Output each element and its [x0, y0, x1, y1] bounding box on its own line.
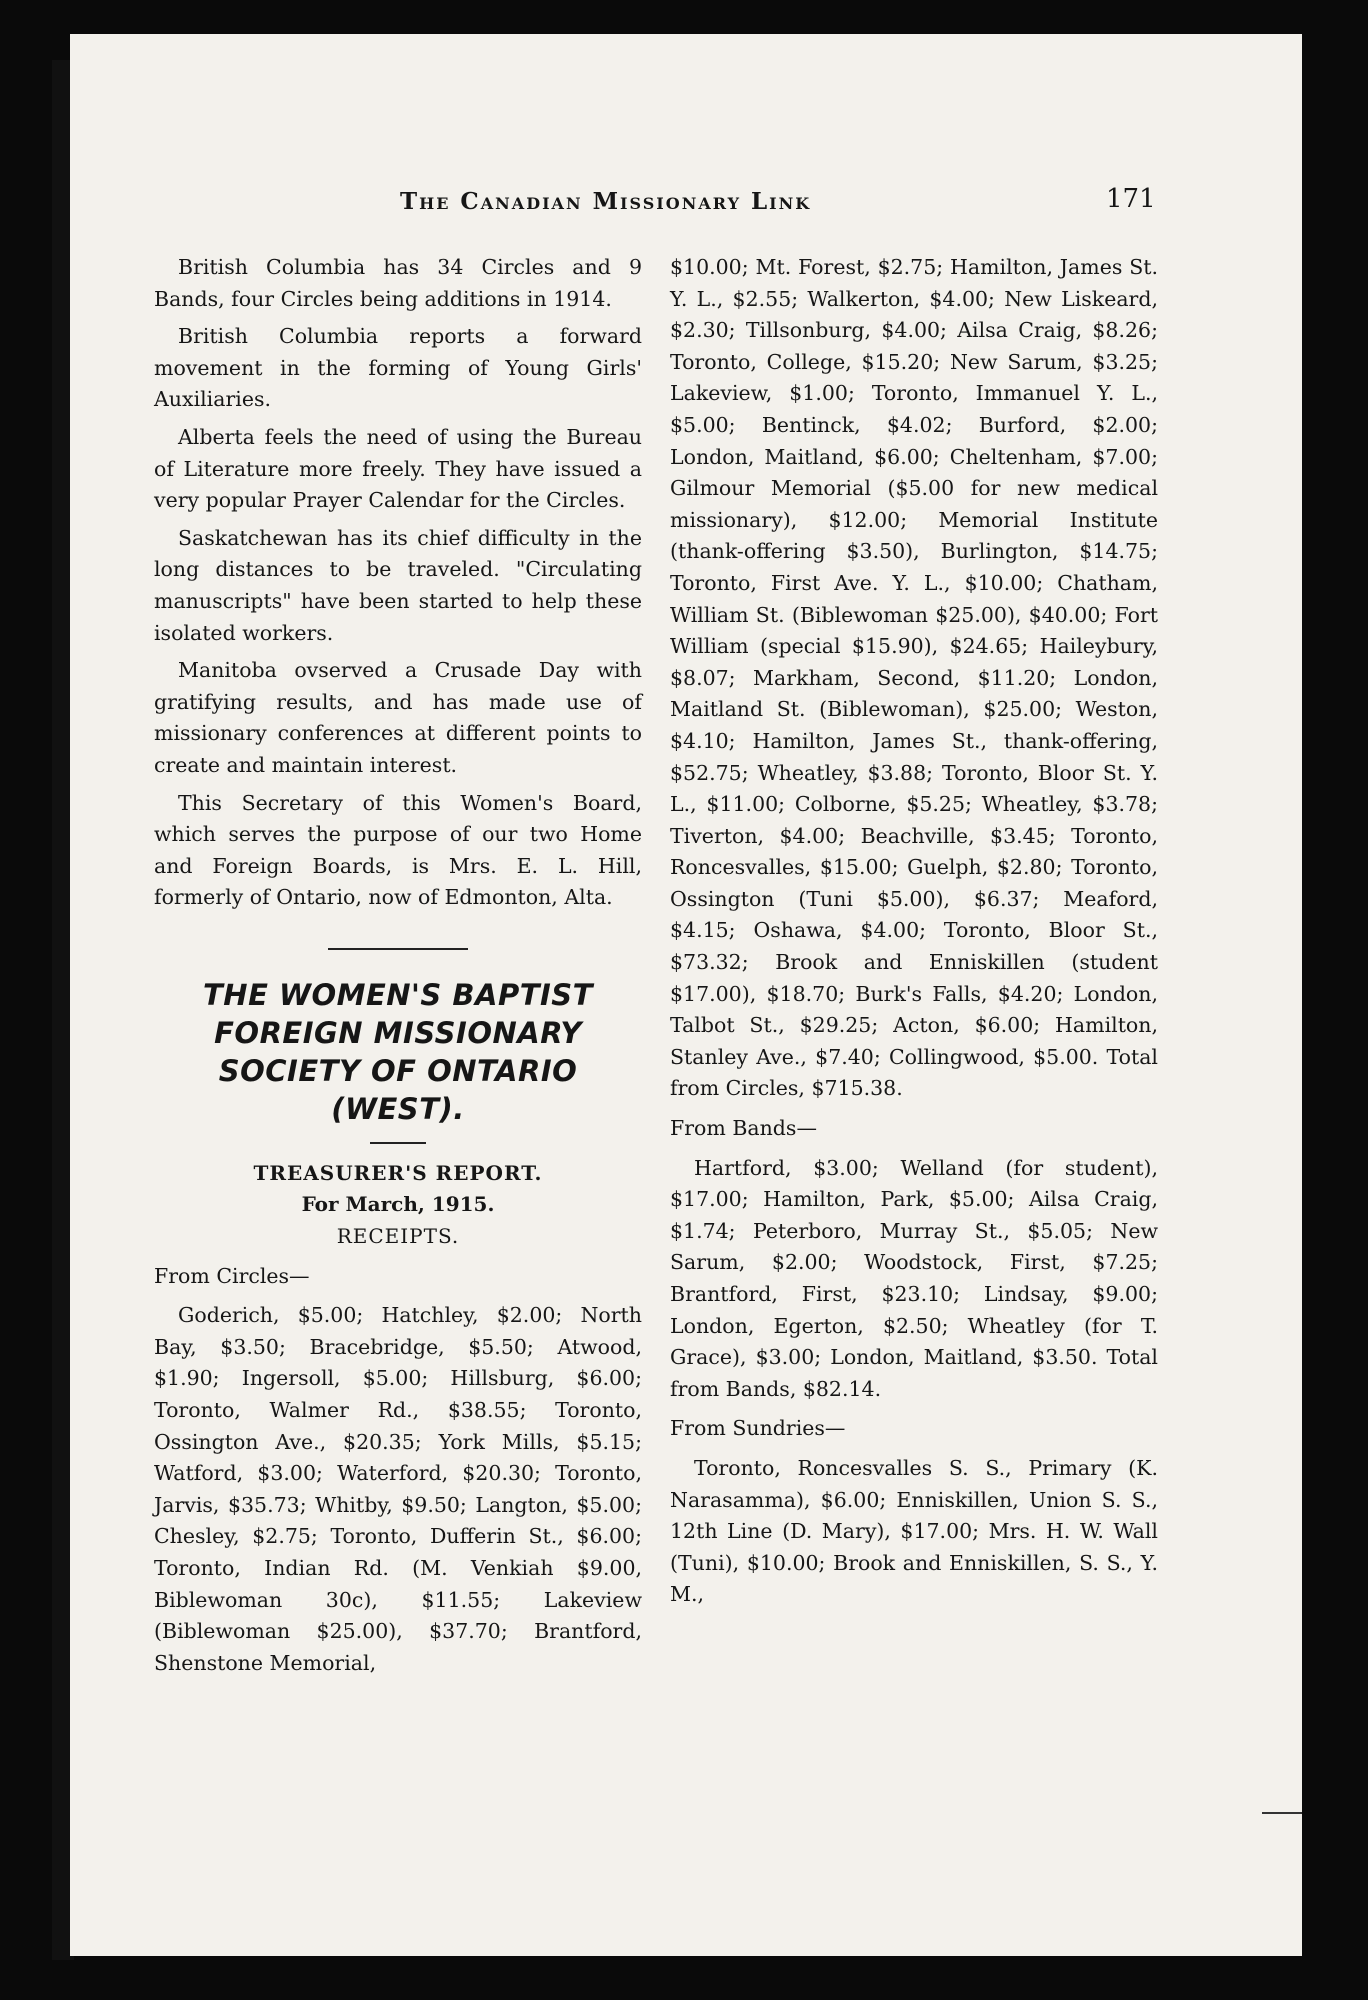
left-column [154, 252, 642, 1679]
document-page [70, 34, 1302, 1956]
paragraph-bc-circles: British Columbia has 34 Circles and 9 Bands, four Circles being additions in 1914. [154, 255, 642, 311]
from-circles-label: From Circles— [154, 1263, 310, 1288]
circles-receipts: Goderich, $5.00; Hatchley, $2.00; North Bay, $3.50; Bracebridge, $5.50; Atwood, $1.90; Ingersoll, $5.00; Hillsburg, $6.00; Toronto, Walmer Rd., $38.55; Toronto, Ossington Ave., $20.35; York Mills, $5.15; Watford, $3.00; Waterford, $20.30; Toronto, Jarvis, $35.73; Whitby, $9.50; Langton, $5.00; Chesley, $2.75; Toronto, Dufferin St., $6.00; Toronto, Indian Rd. (M. Venkiah $9.00, Biblewoman 30c), $11.55; Lakeview (Biblewoman $25.00), $37.70; Brantford, Shenstone Memorial, [154, 1303, 642, 1675]
sundries-receipts: Toronto, Roncesvalles S. S., Primary (K. Narasamma), $6.00; Enniskillen, Union S. S., 12th Line (D. Mary), $17.00; Mrs. H. W. Wall (Tuni), $10.00; Brook and Enniskillen, S. S., Y. M., [670, 1455, 1158, 1607]
circles-receipts-continued: $10.00; Mt. Forest, $2.75; Hamilton, James St. Y. L., $2.55; Walkerton, $4.00; New Liskeard, $2.30; Tillsonburg, $4.00; Ailsa Craig, $8.26; Toronto, College, $15.20; New Sarum, $3.25; Lakeview, $1.00; Toronto, Immanuel Y. L., $5.00; Bentinck, $4.02; Burford, $2.00; London, Maitland, $6.00; Cheltenham, $7.00; Gilmour Memorial ($5.00 for new medical missionary), $12.00; Memorial Institute (thank-offering $3.50), Burlington, $14.75; Toronto, First Ave. Y. L., $10.00; Chatham, William St. (Biblewoman $25.00), $40.00; Fort William (special $15.90), $24.65; Haileybury, $8.07; Markham, Second, $11.20; London, Maitland St. (Biblewoman), $25.00; Weston, $4.10; Hamilton, James St., thank-offering, $52.75; Wheatley, $3.88; Toronto, Bloor St. Y. L., $11.00; Colborne, $5.25; Wheatley, $3.78; Tiverton, $4.00; Beachville, $3.45; Toronto, Roncesvalles, $15.00; Guelph, $2.80; Toronto, Ossington (Tuni $5.00), $6.37; Meaford, $4.15; Oshawa, $4.00; Toronto, Bloor St., $73.32; Brook and Enniskillen (student $17.00), $18.70; Burk's Falls, $4.20; London, Talbot St., $29.25; Acton, $6.00; Hamilton, Stanley Ave., $7.40; Collingwood, $5.00. Total from Circles, $715.38. [670, 255, 1158, 1101]
running-header [70, 184, 1302, 228]
receipts-label: RECEIPTS. [336, 1224, 460, 1249]
bands-receipts: Hartford, $3.00; Welland (for student), $17.00; Hamilton, Park, $5.00; Ailsa Craig, $1.74; Peterboro, Murray St., $5.05; New Sarum, $2.00; Woodstock, First, $7.25; Brantford, First, $23.10; Lindsay, $9.00; London, Egerton, $2.50; Wheatley (for T. Grace), $3.00; London, Maitland, $3.50. Total from Bands, $82.14. [670, 1155, 1158, 1401]
section-divider [328, 948, 468, 950]
bleed-through-line [1262, 1812, 1302, 1814]
paragraph-manitoba: Manitoba ovserved a Crusade Day with gratifying results, and has made use of missionary conferences at different points to create and maintain interest. [154, 658, 642, 777]
from-bands-label: From Bands— [670, 1116, 817, 1141]
page-number: 171 [1106, 184, 1156, 214]
paragraph-saskatchewan: Saskatchewan has its chief difficulty in the long distances to be traveled. "Circulating manuscripts" have been started to help these isolated workers. [154, 525, 642, 645]
paragraph-alberta: Alberta feels the need of using the Bureau of Literature more freely. They have issued a very popular Prayer Calendar for the Circles. [154, 424, 642, 513]
paragraph-secretary: This Secretary of this Women's Board, which serves the purpose of our two Home and Foreign Boards, is Mrs. E. L. Hill, formerly of Ontario, now of Edmonton, Alta. [154, 790, 642, 910]
from-sundries-label: From Sundries— [670, 1416, 846, 1441]
journal-title: The Canadian Missionary Link [400, 188, 812, 215]
heading-divider [370, 1142, 426, 1144]
right-column [670, 252, 1158, 1611]
report-title: TREASURER'S REPORT. [253, 1160, 543, 1185]
paragraph-bc-movement: British Columbia reports a forward movement in the forming of Young Girls' Auxiliaries. [154, 324, 642, 412]
report-period: For March, 1915. [301, 1192, 495, 1217]
society-heading: THE WOMEN'S BAPTIST FOREIGN MISSIONARY SOCIETY OF ONTARIO (WEST). [203, 977, 593, 1126]
